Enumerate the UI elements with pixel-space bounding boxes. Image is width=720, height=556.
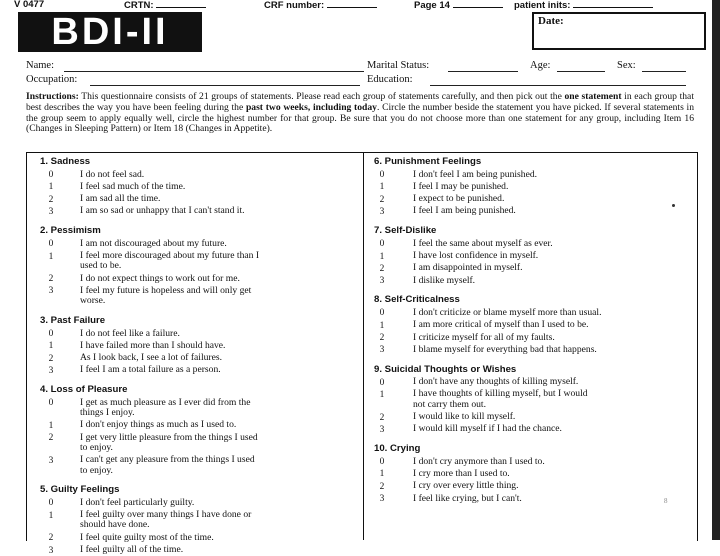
group-title: 5. Guilty Feelings (40, 484, 120, 496)
date-label: Date: (538, 15, 564, 27)
option-text: As I look back, I see a lot of failures. (80, 352, 222, 364)
form-id: V 0477 (14, 0, 45, 10)
group-title: 6. Punishment Feelings (374, 156, 482, 167)
patient-inits-label: patient inits: (514, 0, 653, 11)
option-number[interactable]: 3 (379, 276, 385, 287)
option-text: worse. (80, 295, 106, 307)
occupation-field[interactable] (90, 85, 360, 86)
group-title: 10. Crying (374, 443, 421, 455)
option-number[interactable]: 1 (48, 341, 54, 352)
option-number[interactable]: 2 (48, 433, 54, 444)
option-text: I am disappointed in myself. (413, 262, 523, 274)
option-number[interactable]: 3 (379, 345, 385, 356)
option-text: I feel I am being punished. (413, 205, 516, 217)
option-number[interactable]: 1 (379, 389, 385, 400)
option-number[interactable]: 0 (48, 398, 54, 409)
option-text: used to be. (80, 260, 122, 272)
option-text: I am more critical of myself than I used to be. (413, 319, 589, 331)
option-text: I can't get any pleasure from the things I used (80, 454, 255, 466)
option-text: I do not feel sad. (80, 168, 145, 180)
option-text: I feel I may be punished. (413, 180, 509, 192)
option-text: I would like to kill myself. (413, 411, 516, 422)
option-number[interactable]: 3 (379, 424, 385, 435)
option-number[interactable]: 1 (48, 182, 54, 193)
option-number[interactable]: 0 (379, 308, 385, 319)
marital-status-field[interactable] (448, 71, 518, 72)
crtn-label: CRTN: (124, 0, 206, 11)
option-number[interactable]: 2 (379, 333, 385, 343)
name-field[interactable] (64, 71, 364, 72)
option-number[interactable]: 1 (379, 469, 385, 480)
option-number[interactable]: 2 (379, 194, 385, 205)
option-text: I feel sad much of the time. (80, 180, 186, 192)
marital-status-label: Marital Status: (367, 60, 430, 71)
group-title: 9. Suicidal Thoughts or Wishes (374, 363, 517, 375)
option-text: I expect to be punished. (413, 193, 505, 205)
option-text: I am not discouraged about my future. (80, 237, 227, 249)
option-number[interactable]: 1 (379, 182, 385, 193)
option-number[interactable]: 0 (379, 239, 385, 250)
option-text: I cry over every little thing. (413, 480, 519, 492)
group-title: 8. Self-Criticalness (374, 294, 460, 306)
option-number[interactable]: 1 (48, 251, 54, 262)
group-title: 2. Pessimism (40, 225, 101, 237)
option-number[interactable]: 2 (379, 412, 385, 423)
option-text: I feel quite guilty most of the time. (80, 531, 214, 543)
option-number[interactable]: 3 (48, 545, 54, 556)
option-text: I dislike myself. (413, 274, 476, 286)
option-text: things I enjoy. (80, 407, 135, 418)
option-number[interactable]: 1 (48, 510, 54, 521)
group-title: 7. Self-Dislike (374, 225, 437, 237)
option-text: to enjoy. (80, 441, 113, 453)
education-field[interactable] (430, 85, 686, 86)
sex-field[interactable] (642, 71, 686, 72)
option-number[interactable]: 3 (379, 494, 385, 504)
option-text: I do not feel like a failure. (80, 327, 180, 339)
option-number[interactable]: 3 (48, 206, 54, 217)
option-number[interactable]: 2 (379, 263, 385, 274)
option-text: I don't cry anymore than I used to. (413, 455, 545, 467)
option-text: I feel the same about myself as ever. (413, 237, 553, 249)
age-field[interactable] (557, 71, 605, 72)
education-label: Education: (367, 74, 413, 85)
option-text: I feel guilty over many things I have done or (80, 509, 252, 521)
option-text: I feel I am a total failure as a person. (80, 364, 221, 376)
group-title: 3. Past Failure (40, 315, 106, 326)
option-number[interactable]: 0 (379, 170, 385, 180)
age-label: Age: (530, 60, 551, 71)
scan-mark (672, 204, 675, 207)
option-text: I don't have any thoughts of killing myself. (413, 376, 579, 388)
option-number[interactable]: 0 (48, 498, 54, 509)
option-text: I feel my future is hopeless and will only get (80, 284, 252, 296)
date-field[interactable] (532, 12, 706, 50)
option-number[interactable]: 3 (48, 286, 54, 297)
option-text: I get as much pleasure as I ever did from the (80, 396, 251, 408)
option-text: I blame myself for everything bad that happens. (413, 343, 597, 355)
page-label: Page 14 (414, 0, 503, 11)
occupation-label: Occupation: (26, 74, 78, 85)
option-text: I get very little pleasure from the things I used (80, 431, 258, 443)
option-text: I don't enjoy things as much as I used to. (80, 419, 237, 431)
option-number[interactable]: 0 (379, 377, 385, 388)
column-divider (363, 152, 364, 540)
group-title: 1. Sadness (40, 156, 91, 167)
name-label: Name: (26, 60, 54, 71)
group-title: 4. Loss of Pleasure (40, 384, 128, 396)
option-number[interactable]: 2 (48, 274, 54, 285)
option-number[interactable]: 2 (48, 533, 54, 544)
page-number: 8 (664, 497, 668, 505)
option-text: I feel guilty all of the time. (80, 544, 184, 555)
scan-edge (712, 0, 720, 540)
option-text: I have thoughts of killing myself, but I would (413, 388, 588, 400)
sex-label: Sex: (617, 60, 636, 71)
option-text: I feel like crying, but I can't. (413, 492, 522, 504)
instructions-text: Instructions: This questionnaire consists of 21 groups of statements. Please read each group of statements carefully, and then pick out the one statement in each group that best describes the way you have been feeling during the past two weeks, including today. Circle the number beside the statement you have picked. If several statements in the group seem to apply equally well, circle the highest number for that group. Be sure that you do not choose more than one statement for any group, including Item 16 (Changes in Sleeping Pattern) or Item 18 (Changes in Appetite). (26, 91, 694, 135)
option-number[interactable]: 2 (48, 353, 54, 364)
option-text: not carry them out. (413, 398, 486, 410)
option-number[interactable]: 1 (48, 420, 54, 431)
option-text: I have lost confidence in myself. (413, 250, 539, 261)
option-text: I criticize myself for all of my faults. (413, 331, 555, 343)
option-number[interactable]: 3 (379, 206, 385, 217)
option-text: I cry more than I used to. (413, 467, 510, 479)
option-number[interactable]: 0 (48, 239, 54, 250)
option-number[interactable]: 1 (379, 320, 385, 331)
option-text: I don't feel particularly guilty. (80, 496, 195, 508)
option-number[interactable]: 3 (48, 365, 54, 376)
option-text: I would kill myself if I had the chance. (413, 423, 562, 435)
option-number[interactable]: 0 (379, 457, 385, 468)
option-text: I feel more discouraged about my future than I (80, 250, 260, 261)
option-text: I don't criticize or blame myself more than usual. (413, 306, 602, 318)
option-number[interactable]: 0 (48, 170, 54, 180)
option-text: should have done. (80, 519, 150, 531)
option-text: to enjoy. (80, 464, 113, 476)
option-number[interactable]: 1 (379, 251, 385, 262)
crf-number-label: CRF number: (264, 0, 377, 11)
option-text: I am sad all the time. (80, 193, 161, 205)
option-text: I have failed more than I should have. (80, 339, 226, 351)
option-text: I don't feel I am being punished. (413, 168, 538, 180)
option-text: I do not expect things to work out for me. (80, 272, 240, 284)
option-number[interactable]: 2 (48, 194, 54, 205)
bdi-logo: BDI-II (18, 12, 202, 52)
option-text: I am so sad or unhappy that I can't stand it. (80, 205, 245, 217)
option-number[interactable]: 2 (379, 481, 385, 492)
option-number[interactable]: 3 (48, 455, 54, 466)
option-number[interactable]: 0 (48, 329, 54, 339)
